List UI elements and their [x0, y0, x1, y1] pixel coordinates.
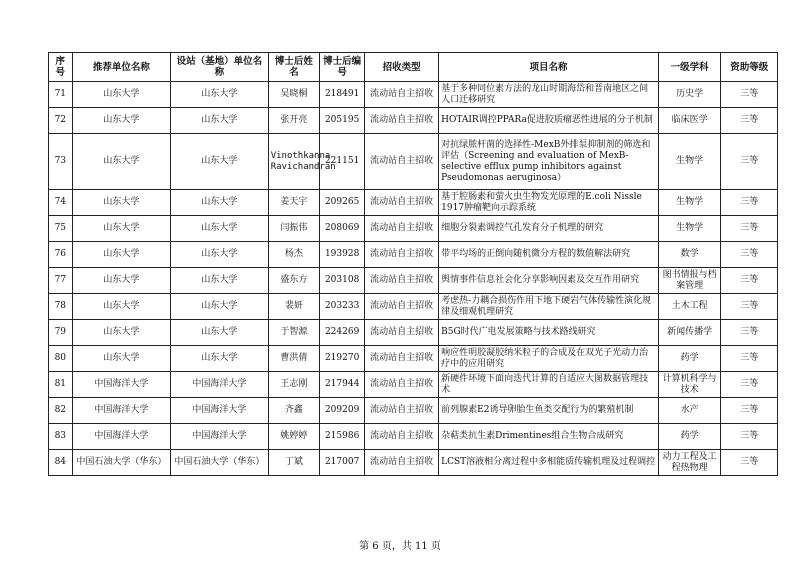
cell-unit: 中国海洋大学	[72, 372, 171, 398]
cell-subject: 新闻传播学	[658, 320, 721, 346]
table-row	[49, 134, 778, 190]
cell-project: 细胞分裂素调控气孔发育分子机理的研究	[439, 216, 659, 242]
cell-type: 流动站自主招收	[365, 268, 439, 294]
cell-id: 205195	[320, 108, 365, 134]
cell-grade: 三等	[721, 190, 778, 216]
cell-station: 中国海洋大学	[171, 424, 269, 450]
cell-station: 山东大学	[171, 108, 269, 134]
cell-subject: 生物学	[658, 190, 721, 216]
cell-seq: 78	[49, 294, 73, 320]
cell-grade: 三等	[721, 346, 778, 372]
cell-subject: 图书情报与档案管理	[658, 268, 721, 294]
cell-type: 流动站自主招收	[365, 134, 439, 190]
cell-id: 221151	[320, 134, 365, 190]
cell-name: 闫振伟	[268, 216, 319, 242]
table-row	[49, 450, 778, 476]
page-footer: 第 6 页，共 11 页	[359, 541, 441, 552]
cell-seq: 80	[49, 346, 73, 372]
cell-unit: 山东大学	[72, 320, 171, 346]
cell-seq: 74	[49, 190, 73, 216]
cell-id: 217944	[320, 372, 365, 398]
cell-name: 吴晓桐	[268, 82, 319, 108]
cell-grade: 三等	[721, 398, 778, 424]
cell-project: B5G时代广电发展策略与技术路线研究	[439, 320, 659, 346]
table-row	[49, 424, 778, 450]
cell-id: 203233	[320, 294, 365, 320]
cell-subject: 土木工程	[658, 294, 721, 320]
cell-station: 山东大学	[171, 294, 269, 320]
cell-grade: 三等	[721, 372, 778, 398]
header-station: 设站（基地）单位名称	[171, 53, 269, 82]
cell-subject: 药学	[658, 424, 721, 450]
cell-name: 曹洪倩	[268, 346, 319, 372]
cell-unit: 山东大学	[72, 190, 171, 216]
table-row	[49, 398, 778, 424]
cell-station: 山东大学	[171, 82, 269, 108]
cell-project: 考虑热-力耦合损伤作用下地下硬岩气体传输性演化规律及细观机理研究	[439, 294, 659, 320]
cell-id: 209209	[320, 398, 365, 424]
cell-seq: 82	[49, 398, 73, 424]
cell-seq: 76	[49, 242, 73, 268]
cell-station: 山东大学	[171, 268, 269, 294]
cell-unit: 中国海洋大学	[72, 424, 171, 450]
cell-name: 杨杰	[268, 242, 319, 268]
cell-id: 218491	[320, 82, 365, 108]
cell-unit: 山东大学	[72, 294, 171, 320]
cell-grade: 三等	[721, 82, 778, 108]
cell-grade: 三等	[721, 294, 778, 320]
cell-seq: 84	[49, 450, 73, 476]
cell-unit: 山东大学	[72, 242, 171, 268]
cell-station: 中国石油大学（华东）	[171, 450, 269, 476]
cell-name: Vinothkanna Ravichandran	[268, 134, 319, 190]
cell-seq: 79	[49, 320, 73, 346]
cell-seq: 72	[49, 108, 73, 134]
cell-id: 217007	[320, 450, 365, 476]
header-name: 博士后姓 名	[268, 53, 319, 82]
cell-station: 中国海洋大学	[171, 372, 269, 398]
table-row	[49, 372, 778, 398]
cell-subject: 药学	[658, 346, 721, 372]
cell-unit: 山东大学	[72, 134, 171, 190]
cell-station: 山东大学	[171, 190, 269, 216]
cell-grade: 三等	[721, 108, 778, 134]
table-row	[49, 190, 778, 216]
cell-project: HOTAIR调控PPARa促进胶质瘤恶性进展的分子机制	[439, 108, 659, 134]
table-header-row	[49, 53, 778, 82]
cell-grade: 三等	[721, 450, 778, 476]
cell-id: 219270	[320, 346, 365, 372]
header-subject: 一级学科	[658, 53, 721, 82]
cell-name: 丁斌	[268, 450, 319, 476]
cell-grade: 三等	[721, 134, 778, 190]
table-row	[49, 320, 778, 346]
cell-station: 山东大学	[171, 320, 269, 346]
cell-unit: 中国石油大学（华东）	[72, 450, 171, 476]
cell-station: 山东大学	[171, 346, 269, 372]
header-unit: 推荐单位名称	[72, 53, 171, 82]
cell-project: 新硬件环境下面向迭代计算的自适应大图数据管理技术	[439, 372, 659, 398]
cell-id: 193928	[320, 242, 365, 268]
cell-id: 224269	[320, 320, 365, 346]
cell-grade: 三等	[721, 216, 778, 242]
cell-seq: 71	[49, 82, 73, 108]
table-row	[49, 294, 778, 320]
cell-type: 流动站自主招收	[365, 424, 439, 450]
cell-project: 基于多种同位素方法的龙山时期海岱和晋南地区之间人口迁移研究	[439, 82, 659, 108]
cell-type: 流动站自主招收	[365, 242, 439, 268]
cell-grade: 三等	[721, 424, 778, 450]
cell-subject: 动力工程及工程热物理	[658, 450, 721, 476]
cell-seq: 73	[49, 134, 73, 190]
cell-station: 山东大学	[171, 216, 269, 242]
table-row	[49, 216, 778, 242]
cell-type: 流动站自主招收	[365, 82, 439, 108]
table-row	[49, 242, 778, 268]
table-row	[49, 108, 778, 134]
table-row	[49, 268, 778, 294]
cell-project: 对抗绿脓杆菌的选择性-MexB外排泵抑制剂的筛选和评估（Screening and evaluation of MexB-selective efflux pump inhibitors against Pseudomonas aeruginosa）	[439, 134, 659, 190]
cell-seq: 77	[49, 268, 73, 294]
cell-seq: 75	[49, 216, 73, 242]
cell-project: LCST溶液相分离过程中多相能质传输机理及过程调控	[439, 450, 659, 476]
table-row	[49, 346, 778, 372]
cell-project: 带平均场的正倒向随机微分方程的数值解法研究	[439, 242, 659, 268]
table-row	[49, 82, 778, 108]
cell-type: 流动站自主招收	[365, 398, 439, 424]
cell-project: 杂萜类抗生素Drimentines组合生物合成研究	[439, 424, 659, 450]
cell-type: 流动站自主招收	[365, 372, 439, 398]
cell-project: 基于腔肠素和萤火虫生物发光原理的E.coli Nissle 1917肿瘤靶向示踪系统	[439, 190, 659, 216]
cell-id: 215986	[320, 424, 365, 450]
cell-type: 流动站自主招收	[365, 294, 439, 320]
header-project: 项目名称	[439, 53, 659, 82]
cell-unit: 中国海洋大学	[72, 398, 171, 424]
cell-name: 盛东方	[268, 268, 319, 294]
cell-id: 203108	[320, 268, 365, 294]
cell-subject: 临床医学	[658, 108, 721, 134]
funding-table	[48, 52, 778, 476]
cell-seq: 81	[49, 372, 73, 398]
cell-id: 209265	[320, 190, 365, 216]
cell-name: 张开亮	[268, 108, 319, 134]
cell-grade: 三等	[721, 268, 778, 294]
cell-project: 舆情事件信息社会化分享影响因素及交互作用研究	[439, 268, 659, 294]
cell-unit: 山东大学	[72, 82, 171, 108]
cell-name: 姜天宇	[268, 190, 319, 216]
cell-grade: 三等	[721, 320, 778, 346]
cell-subject: 水产	[658, 398, 721, 424]
cell-type: 流动站自主招收	[365, 108, 439, 134]
cell-unit: 山东大学	[72, 216, 171, 242]
cell-id: 208069	[320, 216, 365, 242]
cell-name: 齐鑫	[268, 398, 319, 424]
cell-name: 于智源	[268, 320, 319, 346]
cell-name: 裴妍	[268, 294, 319, 320]
header-grade: 资助等级	[721, 53, 778, 82]
cell-name: 王志刚	[268, 372, 319, 398]
cell-subject: 历史学	[658, 82, 721, 108]
header-id: 博士后编 号	[320, 53, 365, 82]
cell-unit: 山东大学	[72, 346, 171, 372]
cell-project: 响应性明胶凝胶纳米粒子的合成及在双光子光动力治疗中的应用研究	[439, 346, 659, 372]
cell-type: 流动站自主招收	[365, 320, 439, 346]
cell-name: 姚婷婷	[268, 424, 319, 450]
cell-grade: 三等	[721, 242, 778, 268]
cell-type: 流动站自主招收	[365, 346, 439, 372]
cell-unit: 山东大学	[72, 108, 171, 134]
cell-station: 中国海洋大学	[171, 398, 269, 424]
header-type: 招收类型	[365, 53, 439, 82]
cell-type: 流动站自主招收	[365, 450, 439, 476]
cell-seq: 83	[49, 424, 73, 450]
cell-type: 流动站自主招收	[365, 190, 439, 216]
cell-unit: 山东大学	[72, 268, 171, 294]
cell-type: 流动站自主招收	[365, 216, 439, 242]
header-seq: 序号	[49, 53, 73, 82]
cell-project: 前列腺素E2诱导卵胎生鱼类交配行为的繁殖机制	[439, 398, 659, 424]
cell-subject: 数学	[658, 242, 721, 268]
cell-subject: 生物学	[658, 216, 721, 242]
cell-station: 山东大学	[171, 242, 269, 268]
cell-subject: 计算机科学与技术	[658, 372, 721, 398]
cell-subject: 生物学	[658, 134, 721, 190]
cell-station: 山东大学	[171, 134, 269, 190]
